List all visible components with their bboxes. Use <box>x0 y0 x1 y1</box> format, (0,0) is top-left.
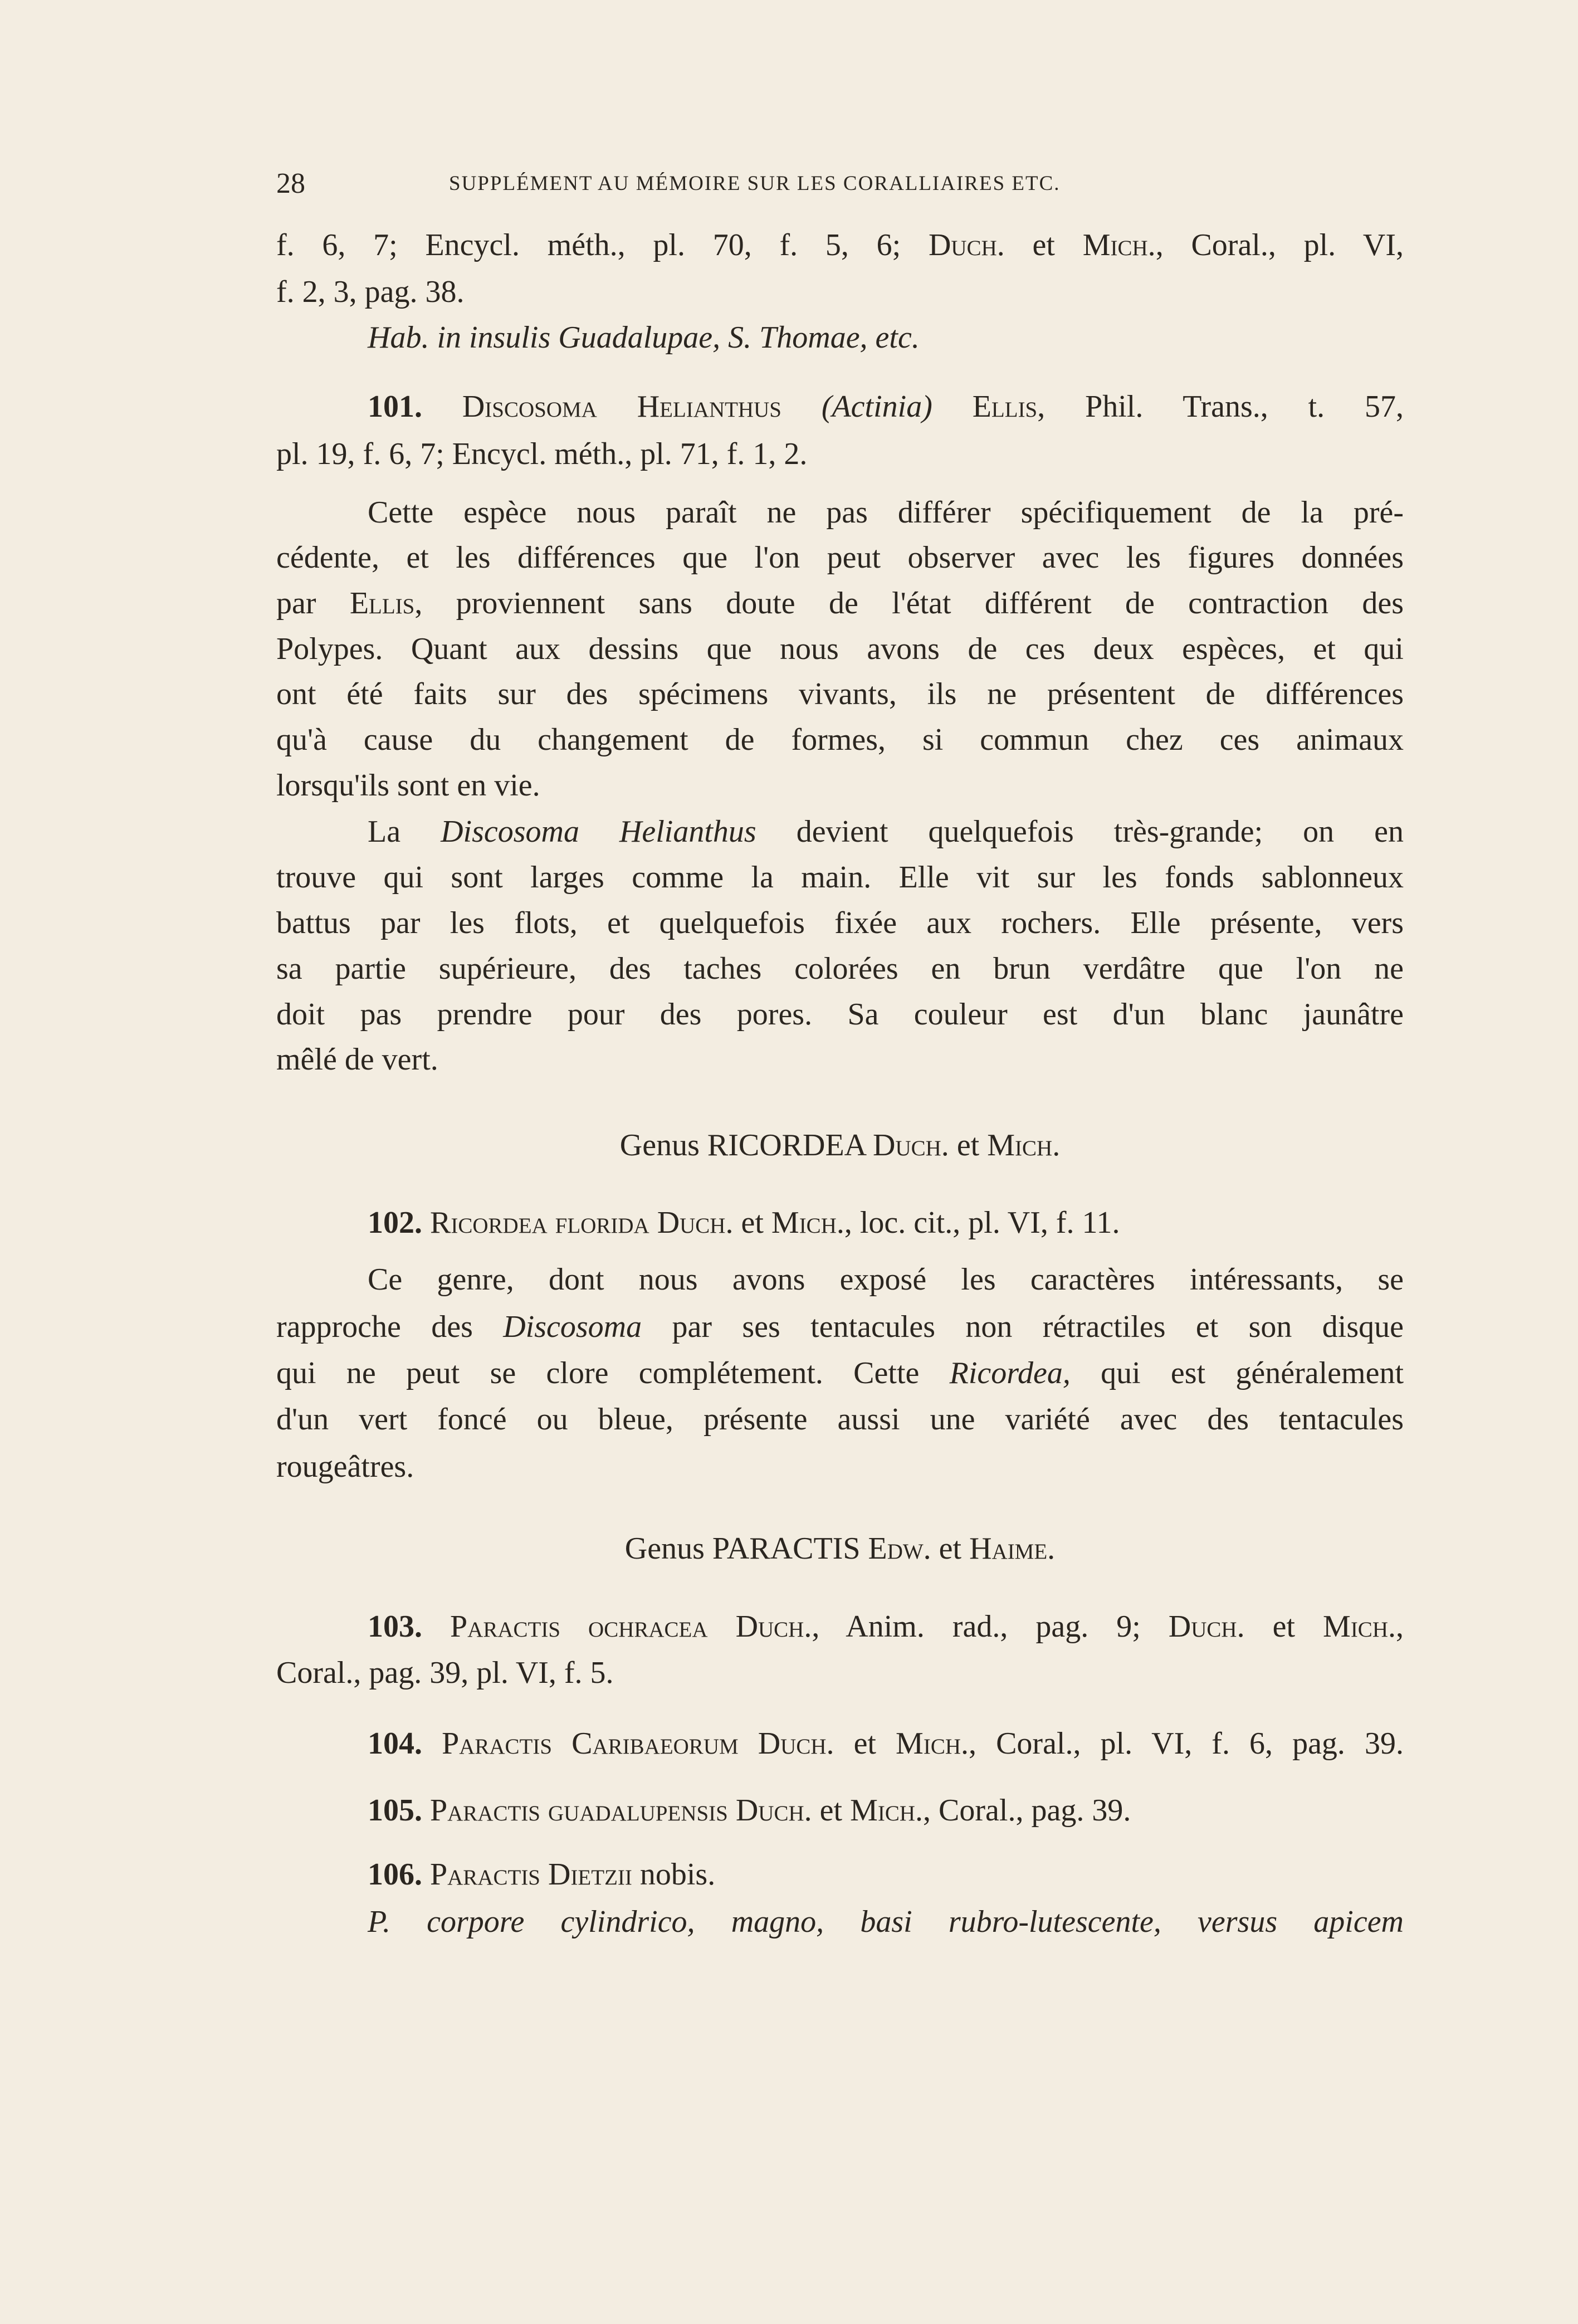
paragraph-line: doit pas prendre pour des pores. Sa couleur est d'un blanc jaunâtre <box>276 997 1404 1032</box>
entry-102: 102. Ricordea florida Duch. et Mich., loc. cit., pl. VI, f. 11. <box>368 1205 1120 1240</box>
entry-104: 104. Paractis Caribaeorum Duch. et Mich., Coral., pl. VI, f. 6, pag. 39. <box>368 1726 1404 1761</box>
entry-101: 101. Discosoma Helianthus (Actinia) Ellis, Phil. Trans., t. 57, <box>368 389 1404 424</box>
paragraph-line: sa partie supérieure, des taches colorées en brun verdâtre que l'on ne <box>276 951 1404 986</box>
paragraph-line: Polypes. Quant aux dessins que nous avons de ces deux espèces, et qui <box>276 632 1404 666</box>
paragraph-line: par Ellis, proviennent sans doute de l'état différent de contraction des <box>276 586 1404 621</box>
text-line: pl. 19, f. 6, 7; Encycl. méth., pl. 71, f. 1, 2. <box>276 437 808 471</box>
paragraph-line: qu'à cause du changement de formes, si commun chez ces animaux <box>276 722 1404 757</box>
text-line: f. 2, 3, pag. 38. <box>276 275 465 309</box>
entry-103: 103. Paractis ochracea Duch., Anim. rad., pag. 9; Duch. et Mich., <box>368 1609 1404 1644</box>
paragraph-line: rapproche des Discosoma par ses tentacules non rétractiles et son disque <box>276 1310 1404 1344</box>
paragraph-line: battus par les flots, et quelquefois fixée aux rochers. Elle présente, vers <box>276 906 1404 940</box>
running-title: SUPPLÉMENT AU MÉMOIRE SUR LES CORALLIAIRES ETC. <box>449 172 1061 195</box>
page-header <box>276 167 1223 212</box>
paragraph-line: ont été faits sur des spécimens vivants, ils ne présentent de différences <box>276 677 1404 711</box>
text-line: f. 6, 7; Encycl. méth., pl. 70, f. 5, 6; Duch. et Mich., Coral., pl. VI, <box>276 228 1404 262</box>
habitat-line: Hab. in insulis Guadalupae, S. Thomae, etc. <box>368 320 920 355</box>
paragraph-line: trouve qui sont larges comme la main. Elle vit sur les fonds sablonneux <box>276 860 1404 895</box>
genus-heading-paractis: Genus PARACTIS Edw. et Haime. <box>624 1531 1056 1566</box>
species-description-line: P. corpore cylindrico, magno, basi rubro-lutescente, versus apicem <box>368 1905 1404 1939</box>
genus-heading-ricordea: Genus RICORDEA Duch. et Mich. <box>619 1128 1061 1163</box>
text-line: Coral., pag. 39, pl. VI, f. 5. <box>276 1656 614 1690</box>
page-number: 28 <box>276 168 305 199</box>
paragraph-line: cédente, et les différences que l'on peut observer avec les figures données <box>276 540 1404 575</box>
paragraph-line: Cette espèce nous paraît ne pas différer spécifiquement de la pré- <box>368 495 1404 530</box>
paragraph-line: d'un vert foncé ou bleue, présente aussi une variété avec des tentacules <box>276 1402 1404 1437</box>
paragraph-line: mêlé de vert. <box>276 1042 438 1077</box>
paragraph-line: lorsqu'ils sont en vie. <box>276 768 540 803</box>
paragraph-line: La Discosoma Helianthus devient quelquefois très-grande; on en <box>368 814 1404 849</box>
entry-106: 106. Paractis Dietzii nobis. <box>368 1857 716 1892</box>
paragraph-line: Ce genre, dont nous avons exposé les caractères intéressants, se <box>368 1262 1404 1297</box>
paragraph-line: rougeâtres. <box>276 1449 414 1484</box>
paragraph-line: qui ne peut se clore complétement. Cette Ricordea, qui est généralement <box>276 1356 1404 1390</box>
entry-105: 105. Paractis guadalupensis Duch. et Mich., Coral., pag. 39. <box>368 1793 1131 1828</box>
